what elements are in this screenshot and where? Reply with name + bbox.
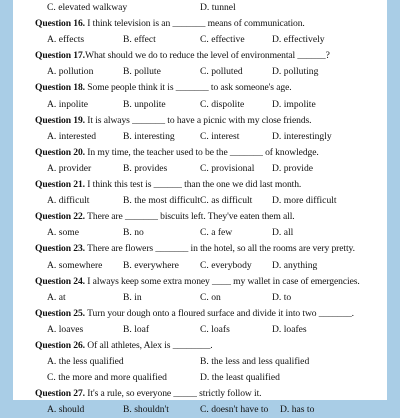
option-a: A. effects [47, 34, 85, 46]
question-number: Question 17. [35, 50, 85, 62]
option-a: A. inpolite [47, 98, 89, 110]
option-d: D. the least qualified [200, 372, 280, 384]
question-17 [35, 48, 379, 64]
question-16 [35, 16, 379, 32]
question-text: Turn your dough onto a floured surface and divide it into two _______. [84, 307, 354, 319]
question-text: I always keep some extra money ____ my wallet in case of emergencies. [84, 275, 360, 287]
option-d-15: D. tunnel [200, 2, 236, 13]
question-number: Question 25. [35, 307, 85, 319]
option-d: D. polluting [272, 66, 319, 78]
option-c: C. polluted [200, 66, 243, 78]
option-a: A. the less qualified [47, 356, 124, 368]
option-b: B. the less and less qualified [200, 356, 310, 368]
option-b: B. effect [123, 34, 156, 46]
option-a: A. interested [47, 130, 97, 142]
question-text: It's a rule, so everyone _____ strictly follow it. [84, 388, 262, 400]
option-c: C. doesn't have to [200, 404, 269, 416]
option-a: A. pollution [47, 66, 94, 78]
question-24 [35, 274, 379, 290]
option-a: A. somewhere [47, 259, 103, 271]
option-c: C. everybody [200, 259, 252, 271]
option-c: C. loafs [200, 323, 230, 335]
option-a: A. provider [47, 162, 92, 174]
question-text: I think television is an _______ means of communication. [84, 18, 305, 30]
option-b: B. everywhere [123, 259, 179, 271]
option-d: D. loafes [272, 323, 307, 335]
option-c-15: C. elevated walkway [47, 2, 128, 13]
option-d: D. provide [272, 162, 314, 174]
question-text: I think this test is ______ than the one we did last month. [84, 179, 302, 191]
option-c: C. effective [200, 34, 245, 46]
option-b: B. loaf [123, 323, 150, 335]
question-number: Question 19. [35, 114, 85, 126]
question-number: Question 18. [35, 82, 85, 94]
option-row-17 [35, 64, 379, 80]
option-b: B. no [123, 227, 144, 239]
option-d: D. to [272, 291, 292, 303]
option-a: A. at [47, 291, 66, 303]
option-row-16 [35, 32, 379, 48]
question-number: Question 16. [35, 18, 85, 30]
option-b: B. shouldn't [123, 404, 169, 416]
worksheet-page [13, 0, 387, 416]
question-number: Question 22. [35, 211, 85, 223]
option-row-21 [35, 193, 379, 209]
option-d: D. effectively [272, 34, 325, 46]
option-a: A. loaves [47, 323, 84, 335]
question-number: Question 23. [35, 243, 85, 255]
option-row-19 [35, 129, 379, 145]
option-c: C. interest [200, 130, 240, 142]
question-20 [35, 145, 379, 161]
option-d: D. more difficult [272, 195, 337, 207]
question-25 [35, 306, 379, 322]
question-number: Question 21. [35, 179, 85, 191]
option-b: B. the most difficult [123, 195, 201, 207]
question-number: Question 20. [35, 146, 85, 158]
option-a: A. some [47, 227, 79, 239]
option-b: B. pollute [123, 66, 161, 78]
option-row-24 [35, 290, 379, 306]
option-row-26a [35, 354, 379, 370]
option-c: C. a few [200, 227, 233, 239]
option-row-22 [35, 225, 379, 241]
question-23 [35, 241, 379, 257]
question-number: Question 24. [35, 275, 85, 287]
option-row-20 [35, 161, 379, 177]
option-c: C. dispolite [200, 98, 245, 110]
option-b: B. unpolite [123, 98, 166, 110]
option-row-18 [35, 97, 379, 113]
option-c: C. as difficult [200, 195, 253, 207]
option-d: D. anything [272, 259, 318, 271]
option-d: D. interestingly [272, 130, 332, 142]
question-26 [35, 338, 379, 354]
option-b: B. in [123, 291, 142, 303]
option-row-26b [35, 370, 379, 386]
option-a: A. difficult [47, 195, 90, 207]
option-b: B. provides [123, 162, 168, 174]
question-text: Of all athletes, Alex is ________. [84, 339, 213, 351]
question-text: It is always _______ to have a picnic with my close friends. [84, 114, 312, 126]
option-c: C. provisional [200, 162, 255, 174]
option-row-25 [35, 322, 379, 338]
question-22 [35, 209, 379, 225]
question-text: There are flowers _______ in the hotel, so all the rooms are very pretty. [84, 243, 355, 255]
question-19 [35, 113, 379, 129]
question-21 [35, 177, 379, 193]
option-a: A. should [47, 404, 85, 416]
option-d: D. all [272, 227, 294, 239]
option-row-23 [35, 258, 379, 274]
question-18 [35, 80, 379, 96]
question-number: Question 27. [35, 388, 85, 400]
option-row-27 [35, 402, 379, 418]
question-text: There are _______ biscuits left. They've eaten them all. [84, 211, 295, 223]
option-c: C. the more and more qualified [47, 372, 167, 384]
question-text: Some people think it is _______ to ask someone's age. [84, 82, 292, 94]
option-c: C. on [200, 291, 221, 303]
question-number: Question 26. [35, 339, 85, 351]
option-d: D. impolite [272, 98, 316, 110]
question-text: In my time, the teacher used to be the _______ of knowledge. [84, 146, 319, 158]
option-d: D. has to [280, 404, 315, 416]
option-row-15 [35, 0, 379, 16]
option-b: B. interesting [123, 130, 175, 142]
question-text: What should we do to reduce the level of environmental ______? [84, 50, 330, 62]
